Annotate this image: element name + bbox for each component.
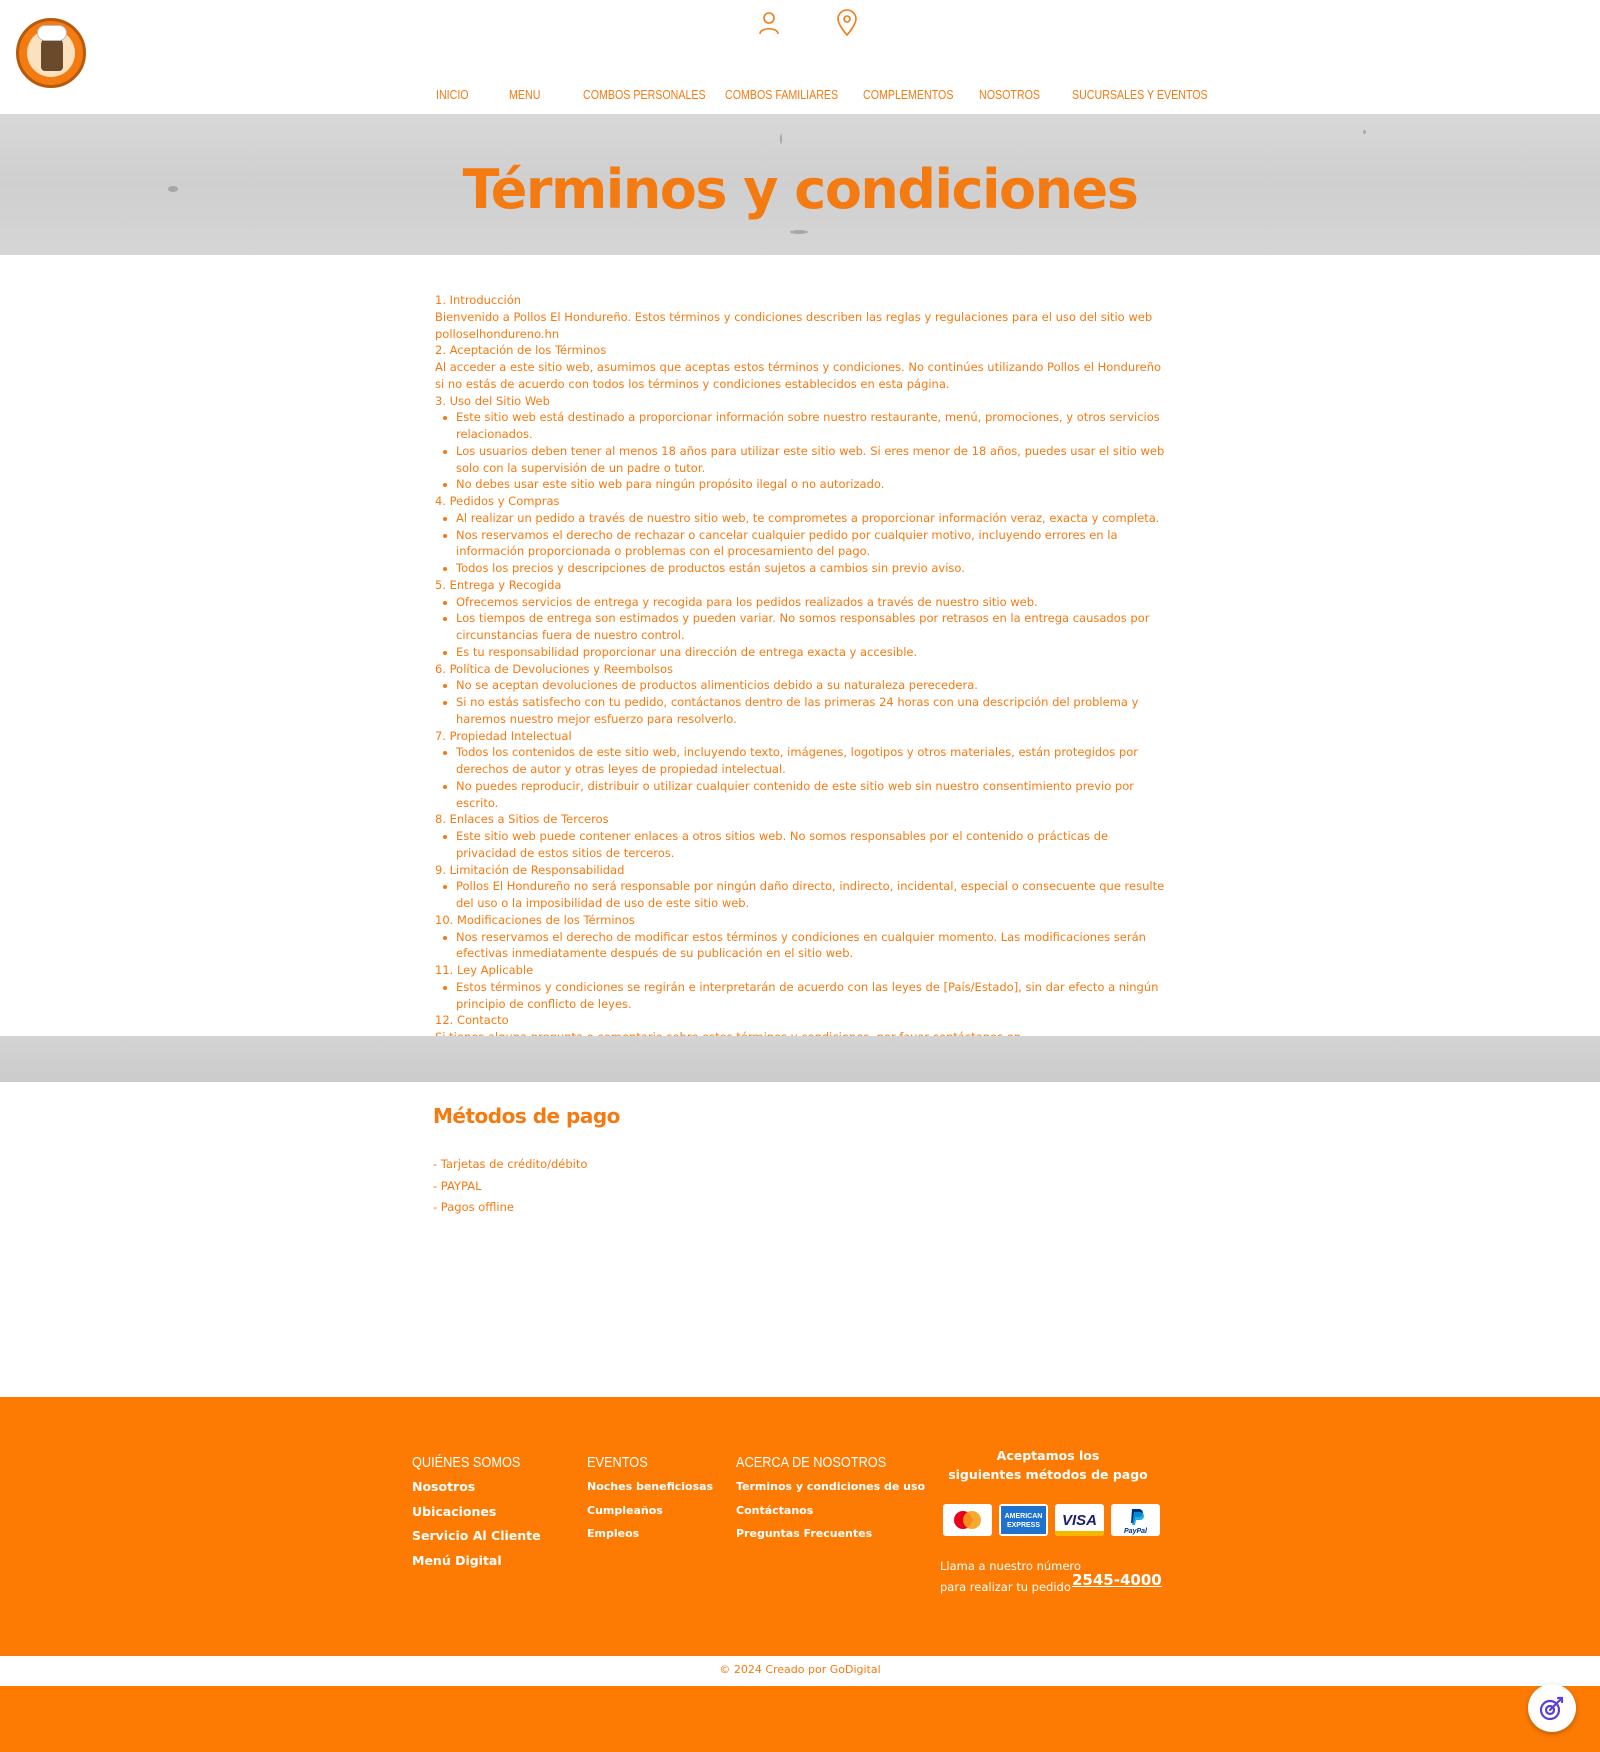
paypal-text: PayPal bbox=[1124, 1528, 1147, 1535]
mastercard-icon bbox=[943, 1504, 992, 1536]
footer-link-faq[interactable]: Preguntas Frecuentes bbox=[736, 1527, 873, 1540]
terms-list-item: No debes usar este sitio web para ningún propósito ilegal o no autorizado. bbox=[435, 476, 1165, 493]
footer-link-servicio[interactable]: Servicio Al Cliente bbox=[412, 1528, 541, 1543]
amex-line1: AMERICAN bbox=[1004, 1513, 1043, 1520]
terms-list-item: Todos los contenidos de este sitio web, incluyendo texto, imágenes, logotipos y otros materiales, están protegidos por derechos de autor y otras leyes de propiedad intelectual. bbox=[435, 744, 1165, 778]
footer-col-about bbox=[412, 1454, 541, 1573]
page-title: Términos y condiciones bbox=[462, 158, 1138, 221]
site-header bbox=[0, 0, 1600, 114]
phone-number-link[interactable]: 2545-4000 bbox=[1072, 1571, 1162, 1589]
nav-item-combos-familiares[interactable]: COMBOS FAMILIARES bbox=[725, 87, 839, 102]
terms-list bbox=[435, 409, 1165, 493]
terms-section-heading: 9. Limitación de Responsabilidad bbox=[435, 862, 625, 877]
payment-method-item: - Tarjetas de crédito/débito bbox=[433, 1157, 588, 1171]
terms-list bbox=[435, 929, 1165, 963]
terms-section-heading: 11. Ley Aplicable bbox=[435, 963, 534, 977]
visa-text: VISA bbox=[1061, 1512, 1098, 1529]
terms-list-item: Nos reservamos el derecho de rechazar o cancelar cualquier pedido por cualquier motivo, incluyendo errores en la información proporcionada o problemas con el procesamiento del pago. bbox=[435, 527, 1165, 561]
footer-link-terminos[interactable]: Terminos y condiciones de uso bbox=[736, 1480, 926, 1493]
paypal-icon bbox=[1111, 1504, 1160, 1536]
target-icon bbox=[1538, 1694, 1566, 1722]
footer-col-acerca bbox=[736, 1454, 925, 1546]
terms-list bbox=[435, 828, 1165, 862]
call-line: Llama a nuestro número bbox=[940, 1559, 1081, 1573]
terms-section-heading: 12. Contacto bbox=[435, 1013, 509, 1028]
terms-list-item: Este sitio web puede contener enlaces a otros sitios web. No somos responsables por el contenido o prácticas de privacidad de estos sitios de terceros. bbox=[435, 828, 1165, 862]
terms-list-item: No se aceptan devoluciones de productos alimenticios debido a su naturaleza perecedera. bbox=[435, 677, 1165, 694]
accessibility-widget-button[interactable] bbox=[1528, 1684, 1576, 1732]
terms-list-item: No puedes reproducir, distribuir o utilizar cualquier contenido de este sitio web sin nuestro consentimiento previo por escrito. bbox=[435, 778, 1165, 812]
terms-list bbox=[435, 744, 1165, 811]
footer-link-nosotros[interactable]: Nosotros bbox=[412, 1479, 476, 1494]
amex-icon bbox=[999, 1504, 1048, 1536]
terms-section-heading: 2. Aceptación de los Términos bbox=[435, 343, 607, 358]
main-nav bbox=[436, 84, 1208, 103]
nav-item-combos-personales[interactable]: COMBOS PERSONALES bbox=[583, 87, 706, 102]
terms-list bbox=[435, 510, 1165, 577]
footer-link-noches[interactable]: Noches beneficiosas bbox=[587, 1480, 714, 1493]
terms-list-item: Pollos El Hondureño no será responsable por ningún daño directo, indirecto, incidental, especial o consecuente que resulte del uso o la imposibilidad de uso de este sitio web. bbox=[435, 878, 1165, 912]
terms-content bbox=[435, 292, 1165, 1063]
terms-paragraph: Al acceder a este sitio web, asumimos que aceptas estos términos y condiciones. No continúes utilizando Pollos el Hondureño si no estás de acuerdo con todos los términos y condiciones establecidos en esta página. bbox=[435, 360, 1162, 391]
nav-item-nosotros[interactable]: NOSOTROS bbox=[979, 87, 1041, 102]
payment-cards bbox=[943, 1504, 1160, 1536]
nav-item-menu[interactable]: MENU bbox=[509, 87, 541, 102]
banner-texture bbox=[780, 134, 782, 144]
payment-methods-list bbox=[433, 1154, 587, 1219]
nav-item-inicio[interactable]: INICIO bbox=[436, 87, 469, 102]
call-to-order-text bbox=[940, 1556, 1081, 1598]
footer-link-empleos[interactable]: Empleos bbox=[587, 1527, 640, 1540]
footer-link-cumpleanos[interactable]: Cumpleaños bbox=[587, 1503, 663, 1517]
terms-list bbox=[435, 878, 1165, 912]
terms-list bbox=[435, 979, 1165, 1013]
footer-heading: EVENTOS bbox=[587, 1454, 648, 1471]
terms-section-heading: 5. Entrega y Recogida bbox=[435, 577, 562, 592]
footer-link-ubicaciones[interactable]: Ubicaciones bbox=[412, 1503, 497, 1519]
copyright-text: © 2024 Creado por GoDigital bbox=[719, 1663, 881, 1676]
terms-list bbox=[435, 594, 1165, 661]
terms-section-heading: 8. Enlaces a Sitios de Terceros bbox=[435, 812, 609, 827]
location-pin-icon[interactable] bbox=[834, 8, 860, 38]
terms-list-item: Estos términos y condiciones se regirán e interpretarán de acuerdo con las leyes de [País/Estado], sin dar efecto a ningún principio de conflicto de leyes. bbox=[435, 979, 1165, 1013]
banner-texture bbox=[790, 230, 808, 234]
terms-list-item: Los usuarios deben tener al menos 18 años para utilizar este sitio web. Si eres menor de 18 años, puedes usar el sitio web solo con la supervisión de un padre o tutor. bbox=[435, 443, 1165, 477]
title-banner bbox=[0, 114, 1600, 255]
nav-item-sucursales-y-eventos[interactable]: SUCURSALES Y EVENTOS bbox=[1072, 87, 1208, 102]
terms-list-item: Todos los precios y descripciones de productos están sujetos a cambios sin previo aviso. bbox=[435, 560, 1165, 577]
header-icons bbox=[756, 8, 860, 38]
terms-section-heading: 10. Modificaciones de los Términos bbox=[435, 912, 635, 927]
terms-section-heading: 3. Uso del Sitio Web bbox=[435, 393, 550, 408]
footer-link-contactanos[interactable]: Contáctanos bbox=[736, 1503, 814, 1517]
banner-texture bbox=[1363, 130, 1366, 134]
accept-line: siguientes métodos de pago bbox=[948, 1467, 1148, 1482]
terms-paragraph: Bienvenido a Pollos El Hondureño. Estos términos y condiciones describen las reglas y regulaciones para el uso del sitio web polloselhondureno.hn bbox=[435, 309, 1153, 341]
payment-methods-title: Métodos de pago bbox=[433, 1104, 620, 1128]
divider-band bbox=[0, 1036, 1600, 1082]
footer-heading: ACERCA DE NOSOTROS bbox=[736, 1454, 887, 1471]
terms-list-item: Si no estás satisfecho con tu pedido, contáctanos dentro de las primeras 24 horas con una descripción del problema y haremos nuestro mejor esfuerzo para resolverlo. bbox=[435, 694, 1165, 728]
bottom-band bbox=[0, 1686, 1600, 1752]
terms-list-item: Este sitio web está destinado a proporcionar información sobre nuestro restaurante, menú, promociones, y otros servicios relacionados. bbox=[435, 409, 1165, 443]
footer-heading: QUIÉNES SOMOS bbox=[412, 1454, 521, 1471]
payment-method-item: - Pagos offline bbox=[433, 1200, 514, 1214]
footer-link-menu-digital[interactable]: Menú Digital bbox=[412, 1552, 502, 1568]
amex-line2: EXPRESS bbox=[1006, 1522, 1041, 1529]
call-line: para realizar tu pedido bbox=[940, 1580, 1071, 1594]
terms-section-heading: 7. Propiedad Intelectual bbox=[435, 728, 572, 743]
terms-section-heading: 4. Pedidos y Compras bbox=[435, 494, 560, 508]
terms-list-item: Es tu responsabilidad proporcionar una dirección de entrega exacta y accesible. bbox=[435, 644, 1165, 661]
account-icon[interactable] bbox=[756, 8, 782, 38]
payment-method-item: - PAYPAL bbox=[433, 1178, 482, 1193]
terms-list-item: Nos reservamos el derecho de modificar estos términos y condiciones en cualquier momento. Las modificaciones serán efectivas inmediatamente después de su publicación en el sitio web. bbox=[435, 929, 1165, 963]
nav-item-complementos[interactable]: COMPLEMENTOS bbox=[863, 87, 954, 102]
footer-col-events bbox=[587, 1454, 713, 1546]
brand-logo[interactable] bbox=[16, 18, 86, 88]
logo-chef-hat bbox=[37, 25, 67, 41]
terms-list bbox=[435, 677, 1165, 727]
accepted-payments-text bbox=[948, 1446, 1148, 1484]
terms-list-item: Ofrecemos servicios de entrega y recogida para los pedidos realizados a través de nuestro sitio web. bbox=[435, 594, 1165, 611]
terms-section-heading: 6. Política de Devoluciones y Reembolsos bbox=[435, 661, 673, 676]
visa-icon bbox=[1055, 1504, 1104, 1536]
terms-list-item: Los tiempos de entrega son estimados y pueden variar. No somos responsables por retrasos en la entrega causados por circunstancias fuera de nuestro control. bbox=[435, 610, 1165, 644]
terms-list-item: Al realizar un pedido a través de nuestro sitio web, te comprometes a proporcionar información veraz, exacta y completa. bbox=[435, 510, 1165, 527]
terms-section-heading: 1. Introducción bbox=[435, 293, 522, 307]
accept-line: Aceptamos los bbox=[996, 1448, 1100, 1463]
